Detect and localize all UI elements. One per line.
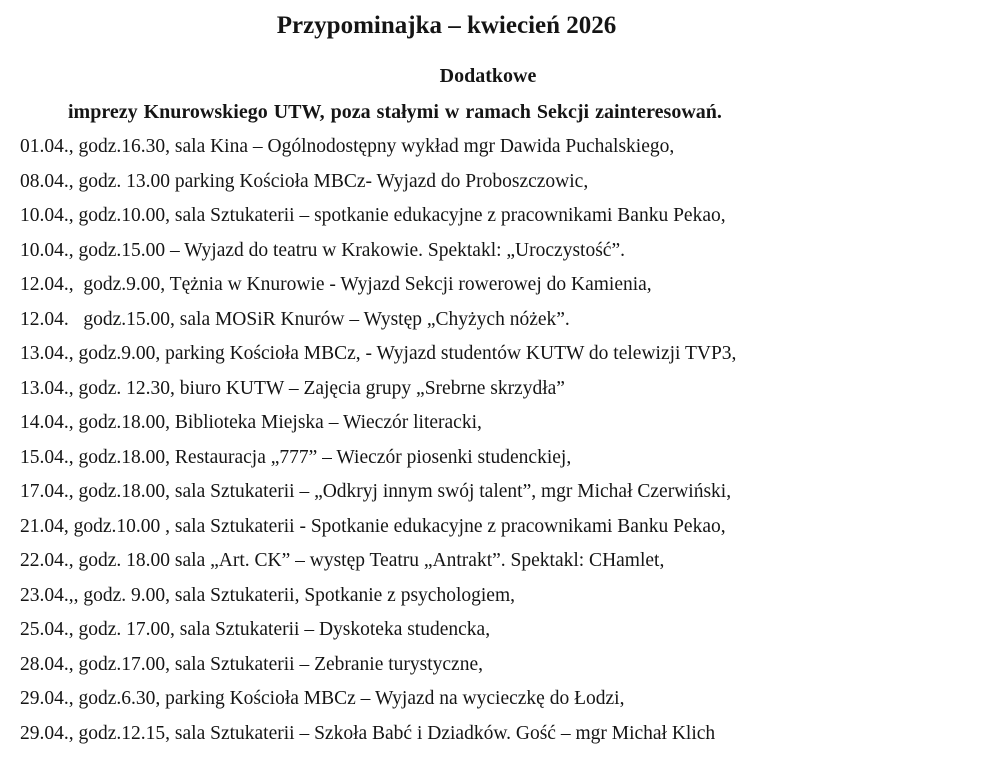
event-item: 13.04., godz.9.00, parking Kościoła MBCz, - Wyjazd studentów KUTW do telewizji TVP3,	[20, 343, 737, 364]
event-item: 12.04., godz.9.00, Tężnia w Knurowie - Wyjazd Sekcji rowerowej do Kamienia,	[20, 274, 652, 295]
event-item: 01.04., godz.16.30, sala Kina – Ogólnodostępny wykład mgr Dawida Puchalskiego,	[20, 136, 675, 157]
event-item: 13.04., godz. 12.30, biuro KUTW – Zajęcia grupy „Srebrne skrzydła”	[20, 377, 565, 399]
event-item: 21.04, godz.10.00 , sala Sztukaterii - Spotkanie edukacyjne z pracownikami Banku Pekao,	[20, 515, 726, 537]
event-item: 14.04., godz.18.00, Biblioteka Miejska – Wieczór literacki,	[20, 412, 482, 433]
document-subtitle-line2: imprezy Knurowskiego UTW, poza stałymi w ramach Sekcji zainteresowań.	[68, 101, 722, 123]
event-item: 29.04., godz.6.30, parking Kościoła MBCz – Wyjazd na wycieczkę do Łodzi,	[20, 688, 625, 709]
document-subtitle-line1: Dodatkowe	[439, 65, 537, 87]
event-item: 28.04., godz.17.00, sala Sztukaterii – Zebranie turystyczne,	[20, 653, 483, 675]
event-item: 23.04.,, godz. 9.00, sala Sztukaterii, Spotkanie z psychologiem,	[20, 584, 515, 606]
event-item: 25.04., godz. 17.00, sala Sztukaterii – Dyskoteka studencka,	[20, 619, 491, 640]
event-item: 29.04., godz.12.15, sala Sztukaterii – Szkoła Babć i Dziadków. Gość – mgr Michał Klich	[20, 722, 716, 744]
event-list	[20, 130, 980, 751]
event-item: 12.04. godz.15.00, sala MOSiR Knurów – Występ „Chyżych nóżek”.	[20, 308, 570, 330]
event-item: 17.04., godz.18.00, sala Sztukaterii – „Odkryj innym swój talent”, mgr Michał Czerwiński,	[20, 481, 732, 502]
event-item: 10.04., godz.15.00 – Wyjazd do teatru w Krakowie. Spektakl: „Uroczystość”.	[20, 239, 625, 261]
event-item: 22.04., godz. 18.00 sala „Art. CK” – występ Teatru „Antrakt”. Spektakl: CHamlet,	[20, 550, 665, 571]
event-item: 15.04., godz.18.00, Restauracja „777” – Wieczór piosenki studenckiej,	[20, 446, 572, 468]
event-item: 08.04., godz. 13.00 parking Kościoła MBCz- Wyjazd do Proboszczowic,	[20, 170, 589, 192]
event-item: 10.04., godz.10.00, sala Sztukaterii – spotkanie edukacyjne z pracownikami Banku Pekao,	[20, 205, 726, 226]
document-title: Przypominajka – kwiecień 2026	[276, 12, 617, 39]
